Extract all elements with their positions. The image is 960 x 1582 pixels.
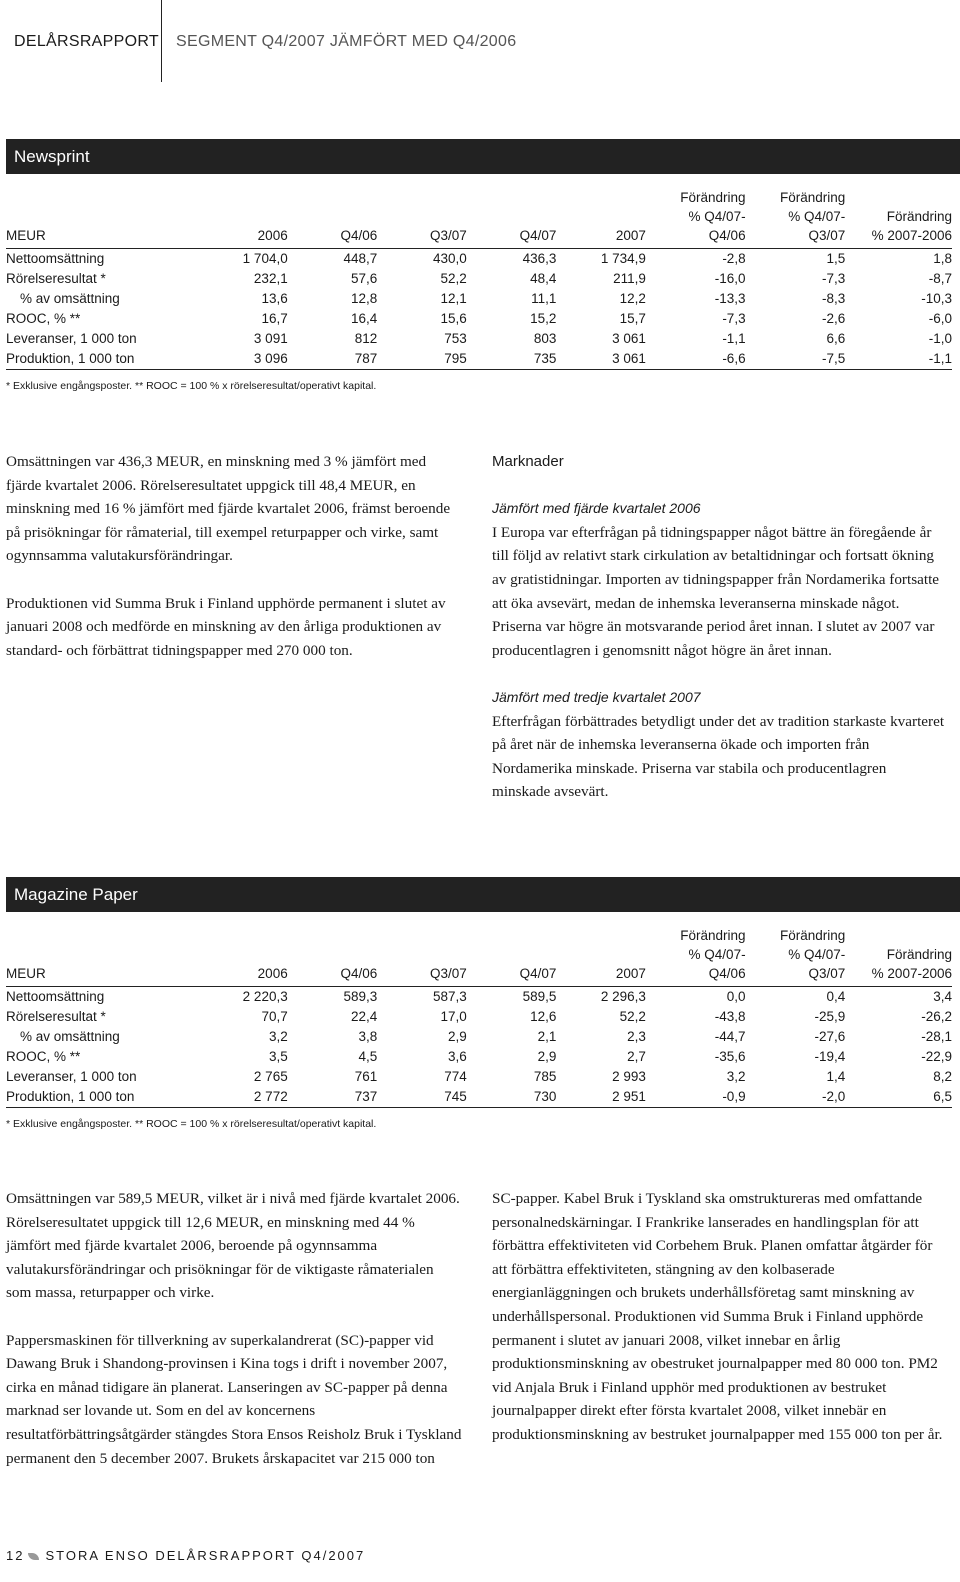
- table-cell: 812: [354, 331, 378, 346]
- column-header: Förändring % Q4/07- Q4/06: [646, 926, 746, 987]
- subheading: Jämfört med tredje kvartalet 2007: [492, 688, 701, 705]
- paragraph: Pappersmaskinen för tillverkning av superkalandrerat (SC)-papper vid Dawang Bruk i Shandong-provinsen i Kina togs i drift i november 2007, cirka en månad tidigare än planerat. Lanseringen av SC-papper på denna marknad ser lovande ut. Som en del av koncernens resultatförbättringsåtgärder stängdes Stora Ensos Reisholz Bruk i Tyskland permanent den 5 december 2007. Brukets årskapacitet var 215 000 ton: [6, 1331, 462, 1467]
- paragraph: Omsättningen var 589,5 MEUR, vilket är i nivå med fjärde kvartalet 2006. Rörelseresultatet uppgick till 12,6 MEUR, en minskning med 44 % jämfört med fjärde kvartalet 2006, beroende på ogynnsamma valutakursförändringar och prisökningar för de viktigaste råmaterialen som massa, returpapper och virke.: [6, 1190, 460, 1302]
- row-label: % av omsättning: [20, 291, 120, 306]
- table-cell: 15,2: [530, 311, 557, 326]
- table-cell: 3 061: [556, 349, 646, 370]
- table-cell: -27,6: [814, 1029, 846, 1044]
- column-header: Förändring % Q4/07- Q4/06: [646, 188, 746, 249]
- table-cell: 2 296,3: [600, 989, 646, 1004]
- column-header: Q4/06: [288, 188, 378, 249]
- column-header: Q4/07: [467, 188, 557, 249]
- table-cell: 12,8: [350, 291, 378, 306]
- table-cell: 448,7: [343, 251, 378, 266]
- table-cell: 0,0: [726, 989, 746, 1004]
- table-cell: -1,1: [722, 331, 746, 346]
- table-row: [6, 269, 952, 289]
- column-header: 2006: [173, 188, 287, 249]
- table-cell: 3,4: [933, 989, 952, 1004]
- table-cell: 52,2: [440, 271, 467, 286]
- page-number: 12: [6, 1548, 25, 1563]
- table-cell: -0,9: [646, 1087, 746, 1108]
- table-cell: 22,4: [350, 1009, 378, 1024]
- table-row: [6, 1087, 952, 1108]
- table-cell: -10,3: [921, 291, 952, 306]
- table-cell: 48,4: [530, 271, 557, 286]
- table-cell: 2 993: [612, 1069, 646, 1084]
- column-header: Förändring % Q4/07- Q3/07: [746, 188, 846, 249]
- table-cell: 3,2: [726, 1069, 746, 1084]
- table-cell: 795: [377, 349, 467, 370]
- table-cell: 589,3: [343, 989, 378, 1004]
- row-label: Leveranser, 1 000 ton: [6, 1069, 137, 1084]
- table-cell: 787: [288, 349, 378, 370]
- table-cell: 211,9: [613, 271, 646, 286]
- table-cell: 3 091: [253, 331, 288, 346]
- table-cell: 6,6: [826, 331, 846, 346]
- table-row: [6, 987, 952, 1008]
- table-cell: 761: [354, 1069, 378, 1084]
- table-cell: -7,3: [822, 271, 846, 286]
- table-cell: 2 765: [253, 1069, 288, 1084]
- table-cell: 737: [288, 1087, 378, 1108]
- table-cell: 2 951: [556, 1087, 646, 1108]
- table-cell: 11,1: [531, 291, 557, 306]
- table-cell: -26,2: [921, 1009, 952, 1024]
- table-cell: 3 096: [173, 349, 287, 370]
- table-cell: -2,8: [722, 251, 746, 266]
- table-cell: 2,1: [537, 1029, 557, 1044]
- row-label: Rörelseresultat *: [6, 271, 106, 286]
- table-row: [6, 1027, 952, 1047]
- section-bar-magazine-paper: [6, 877, 960, 912]
- table-cell: -22,9: [921, 1049, 952, 1064]
- table-row: [6, 1067, 952, 1087]
- page-footer: [6, 1548, 365, 1563]
- row-label: ROOC, % **: [6, 311, 81, 326]
- table-cell: 1 734,9: [600, 251, 646, 266]
- table-cell: 436,3: [522, 251, 557, 266]
- table-row: [6, 1047, 952, 1067]
- row-label: Leveranser, 1 000 ton: [6, 331, 137, 346]
- table-cell: -44,7: [714, 1029, 746, 1044]
- row-label: % av omsättning: [20, 1029, 120, 1044]
- paragraph: SC-papper. Kabel Bruk i Tyskland ska omstruktureras med omfattande personalnedskärningar. I Frankrike lanserades en handlingsplan för att förbättra effektiviteten vid Corbehem Bruk. Planen omfattar åtgärder för att förbättra effektiviteten, stängning av den kolbaserade energianläggningen och brukets underhållsföretag samt minskning av underhållspersonal. Produktionen vid Summa Bruk i Finland upphörde permanent i slutet av januari 2008, vilket innebar en årlig produktionsminskning av obestruket journalpapper med 80 000 ton. PM2 vid Anjala Bruk i Finland upphör med produktionen av bestruket journalpapper direkt efter första kvartalet 2008, vilket innebär en produktionsminskning av bestruket journalpapper med 155 000 ton per år.: [492, 1190, 943, 1443]
- table-cell: -19,4: [814, 1049, 846, 1064]
- table-cell: -43,8: [714, 1009, 746, 1024]
- column-header: Förändring % Q4/07- Q3/07: [746, 926, 846, 987]
- newsprint-right-text: [492, 450, 947, 804]
- column-header: Q4/06: [288, 926, 378, 987]
- magazine-right-text: [492, 1187, 947, 1447]
- table-cell: 430,0: [433, 251, 467, 266]
- page-header: [0, 0, 960, 92]
- table-cell: -25,9: [814, 1009, 846, 1024]
- table-cell: -6,0: [928, 311, 952, 326]
- header-divider: [161, 0, 162, 82]
- table-cell: 12,1: [440, 291, 467, 306]
- row-label: Nettoomsättning: [6, 251, 105, 266]
- table-cell: 2,7: [627, 1049, 646, 1064]
- table-row: [6, 249, 952, 270]
- table-cell: 589,5: [522, 989, 557, 1004]
- column-header: Q3/07: [377, 926, 467, 987]
- table-cell: 745: [377, 1087, 467, 1108]
- table-cell: 2,9: [537, 1049, 557, 1064]
- row-label: Rörelseresultat *: [6, 1009, 106, 1024]
- table-row: [6, 309, 952, 329]
- table-cell: 2 772: [173, 1087, 287, 1108]
- table-cell: 3,6: [448, 1049, 467, 1064]
- table-cell: 1,5: [826, 251, 846, 266]
- table-cell: 15,6: [440, 311, 467, 326]
- paragraph: I Europa var efterfrågan på tidningspapper något bättre än föregående år till följd av relativt stark cirkulation av betaltidningar och fortsatt ökning av gratistidningar. Importen av tidningspapper från Nordamerika fortsatte att öka avsevärt, medan de inhemska leveranserna minskade något. Priserna var högre än motsvarande period året innan. I slutet av 2007 var producentlagren i genomsnitt något högre än året innan.: [492, 523, 940, 659]
- section-title: Magazine Paper: [14, 885, 138, 904]
- row-label: Produktion, 1 000 ton: [6, 1087, 173, 1108]
- table-cell: -35,6: [714, 1049, 746, 1064]
- column-header: MEUR: [6, 926, 173, 987]
- table-cell: 1,4: [826, 1069, 846, 1084]
- table-cell: -1,1: [845, 349, 952, 370]
- table-cell: 4,5: [358, 1049, 378, 1064]
- newsprint-table: [6, 188, 952, 370]
- table-header-row: [6, 188, 952, 249]
- row-label: Produktion, 1 000 ton: [6, 349, 173, 370]
- table-cell: 1 704,0: [242, 251, 288, 266]
- table-cell: 753: [444, 331, 467, 346]
- table-cell: 587,3: [433, 989, 467, 1004]
- table-cell: 232,1: [253, 271, 288, 286]
- table-cell: 17,0: [440, 1009, 467, 1024]
- table-cell: -2,0: [746, 1087, 846, 1108]
- table-cell: 1,8: [933, 251, 952, 266]
- magazine-left-text: [6, 1187, 462, 1470]
- table-cell: -13,3: [714, 291, 746, 306]
- column-header: MEUR: [6, 188, 173, 249]
- table-row: [6, 349, 952, 370]
- table-cell: -7,3: [722, 311, 746, 326]
- table-cell: 52,2: [619, 1009, 646, 1024]
- table-row: [6, 289, 952, 309]
- paragraph: Omsättningen var 436,3 MEUR, en minskning med 3 % jämfört med fjärde kvartalet 2006. Rörelseresultatet uppgick till 48,4 MEUR, en minskning med 16 % jämfört med fjärde kvartalet 2006, främst beroende på prisökningar för råmaterial, till exempel returpapper och virke, samt ogynnsamma valutakursförändringar.: [6, 453, 451, 565]
- subheading: Jämfört med fjärde kvartalet 2006: [492, 500, 701, 517]
- table-cell: -6,6: [646, 349, 746, 370]
- column-header: Förändring % 2007-2006: [845, 926, 952, 987]
- section-bar-newsprint: [6, 139, 960, 174]
- table-cell: -2,6: [822, 311, 846, 326]
- table-cell: 3,5: [268, 1049, 288, 1064]
- table-cell: -16,0: [714, 271, 746, 286]
- row-label: ROOC, % **: [6, 1049, 81, 1064]
- table-cell: -28,1: [921, 1029, 952, 1044]
- table-row: [6, 1007, 952, 1027]
- table-cell: 774: [444, 1069, 467, 1084]
- markets-heading: Marknader: [492, 453, 564, 470]
- table-cell: 13,6: [261, 291, 288, 306]
- newsprint-left-text: [6, 450, 462, 662]
- column-header: 2007: [556, 188, 646, 249]
- paragraph: Produktionen vid Summa Bruk i Finland upphörde permanent i slutet av januari 2008 och medförde en minskning av den årliga produktionen av standard- och förbättrat tidningspapper med 270 000 ton.: [6, 594, 446, 659]
- table-cell: 12,2: [619, 291, 646, 306]
- leaf-logo-icon: [28, 1553, 39, 1560]
- table-header-row: [6, 926, 952, 987]
- table-cell: 15,7: [619, 311, 646, 326]
- column-header: Förändring % 2007-2006: [845, 188, 952, 249]
- table-row: [6, 329, 952, 349]
- column-header: 2007: [556, 926, 646, 987]
- table-cell: 12,6: [530, 1009, 557, 1024]
- column-header: Q3/07: [377, 188, 467, 249]
- paragraph: Efterfrågan förbättrades betydligt under det av tradition starkaste kvarteret på året när de inhemska leveranserna ökade och importen från Nordamerika minskade. Priserna var stabila och producentlagren minskade avsevärt.: [492, 712, 945, 801]
- table-cell: 3 061: [612, 331, 646, 346]
- footer-text: STORA ENSO DELÅRSRAPPORT Q4/2007: [45, 1548, 366, 1563]
- table-cell: 2,9: [448, 1029, 467, 1044]
- table-cell: 3,2: [268, 1029, 288, 1044]
- table-cell: -8,7: [928, 271, 952, 286]
- column-header: 2006: [173, 926, 287, 987]
- report-title: DELÅRSRAPPORT: [14, 33, 159, 50]
- table-cell: 6,5: [845, 1087, 952, 1108]
- table-cell: 803: [533, 331, 557, 346]
- table-cell: 8,2: [933, 1069, 952, 1084]
- table-cell: 16,4: [350, 311, 378, 326]
- table-cell: 16,7: [261, 311, 288, 326]
- table-cell: 735: [467, 349, 557, 370]
- row-label: Nettoomsättning: [6, 989, 105, 1004]
- table-cell: 730: [467, 1087, 557, 1108]
- table-cell: 57,6: [350, 271, 378, 286]
- report-subtitle: SEGMENT Q4/2007 JÄMFÖRT MED Q4/2006: [176, 33, 517, 50]
- footnote: * Exklusive engångsposter. ** ROOC = 100 % x rörelseresultat/operativt kapital.: [6, 1118, 377, 1130]
- section-title: Newsprint: [14, 147, 90, 166]
- table-cell: 0,4: [826, 989, 846, 1004]
- column-header: Q4/07: [467, 926, 557, 987]
- table-cell: 2 220,3: [242, 989, 288, 1004]
- table-cell: -1,0: [928, 331, 952, 346]
- table-cell: 70,7: [261, 1009, 288, 1024]
- table-cell: 785: [533, 1069, 557, 1084]
- magazine-paper-table: [6, 926, 952, 1108]
- table-cell: 2,3: [627, 1029, 646, 1044]
- footnote: * Exklusive engångsposter. ** ROOC = 100 % x rörelseresultat/operativt kapital.: [6, 380, 377, 392]
- table-cell: 3,8: [358, 1029, 378, 1044]
- table-cell: -8,3: [822, 291, 846, 306]
- table-cell: -7,5: [746, 349, 846, 370]
